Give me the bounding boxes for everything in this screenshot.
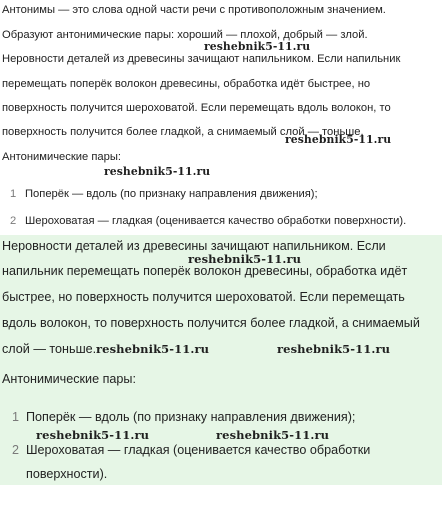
list-text: Шероховатая — гладкая (оценивается качество обработки поверхности). [25, 215, 407, 227]
watermark: reshebnik5-11.ru [285, 133, 392, 146]
top-answer-block [0, 0, 442, 235]
paragraph-line: слой — тоньше. [2, 342, 97, 356]
paragraph-line: поверхность получится шероховатой. Если перемещать вдоль волокон, то [2, 102, 391, 114]
list-number: 2 [12, 443, 20, 457]
paragraph-line: Неровности деталей из древесины зачищают напильником. Если [2, 239, 386, 253]
paragraph-line: быстрее, но поверхность получится шероховатой. Если перемещать [2, 290, 405, 304]
paragraph-line: перемещать поперёк волокон древесины, обработка идёт быстрее, но [2, 78, 371, 90]
watermark: reshebnik5-11.ru [36, 428, 150, 442]
paragraph-line: напильник перемещать поперёк волокон древесины, обработка идёт [2, 264, 408, 278]
list-number: 1 [12, 410, 20, 424]
paragraph-line: поверхность получится более гладкой, а снимаемый слой — тоньше. [2, 126, 364, 138]
intro-line: Антонимы — это слова одной части речи с противоположным значением. [2, 4, 386, 16]
list-text: Поперёк — вдоль (по признаку направления движения); [26, 410, 356, 424]
watermark: reshebnik5-11.ru [216, 428, 330, 442]
list-number: 1 [10, 188, 17, 200]
intro-line: Образуют антонимические пары: хороший — плохой, добрый — злой. [2, 29, 368, 41]
list-text: Поперёк — вдоль (по признаку направления движения); [25, 188, 318, 200]
paragraph-line: вдоль волокон, то поверхность получится более гладкой, а снимаемый [2, 316, 420, 330]
watermark: reshebnik5-11.ru [104, 165, 211, 178]
list-text-line: Шероховатая — гладкая (оценивается качество обработки [26, 443, 371, 457]
watermark: reshebnik5-11.ru [188, 252, 302, 266]
list-text-line: поверхности). [26, 467, 108, 481]
watermark: reshebnik5-11.ru [96, 342, 210, 356]
watermark: reshebnik5-11.ru [204, 40, 311, 53]
bottom-answer-block [0, 235, 442, 485]
watermark: reshebnik5-11.ru [277, 342, 391, 356]
pairs-heading: Антонимические пары: [2, 372, 136, 386]
list-number: 2 [10, 215, 17, 227]
paragraph-line: Неровности деталей из древесины зачищают напильником. Если напильник [2, 53, 401, 65]
pairs-heading: Антонимические пары: [2, 151, 121, 163]
